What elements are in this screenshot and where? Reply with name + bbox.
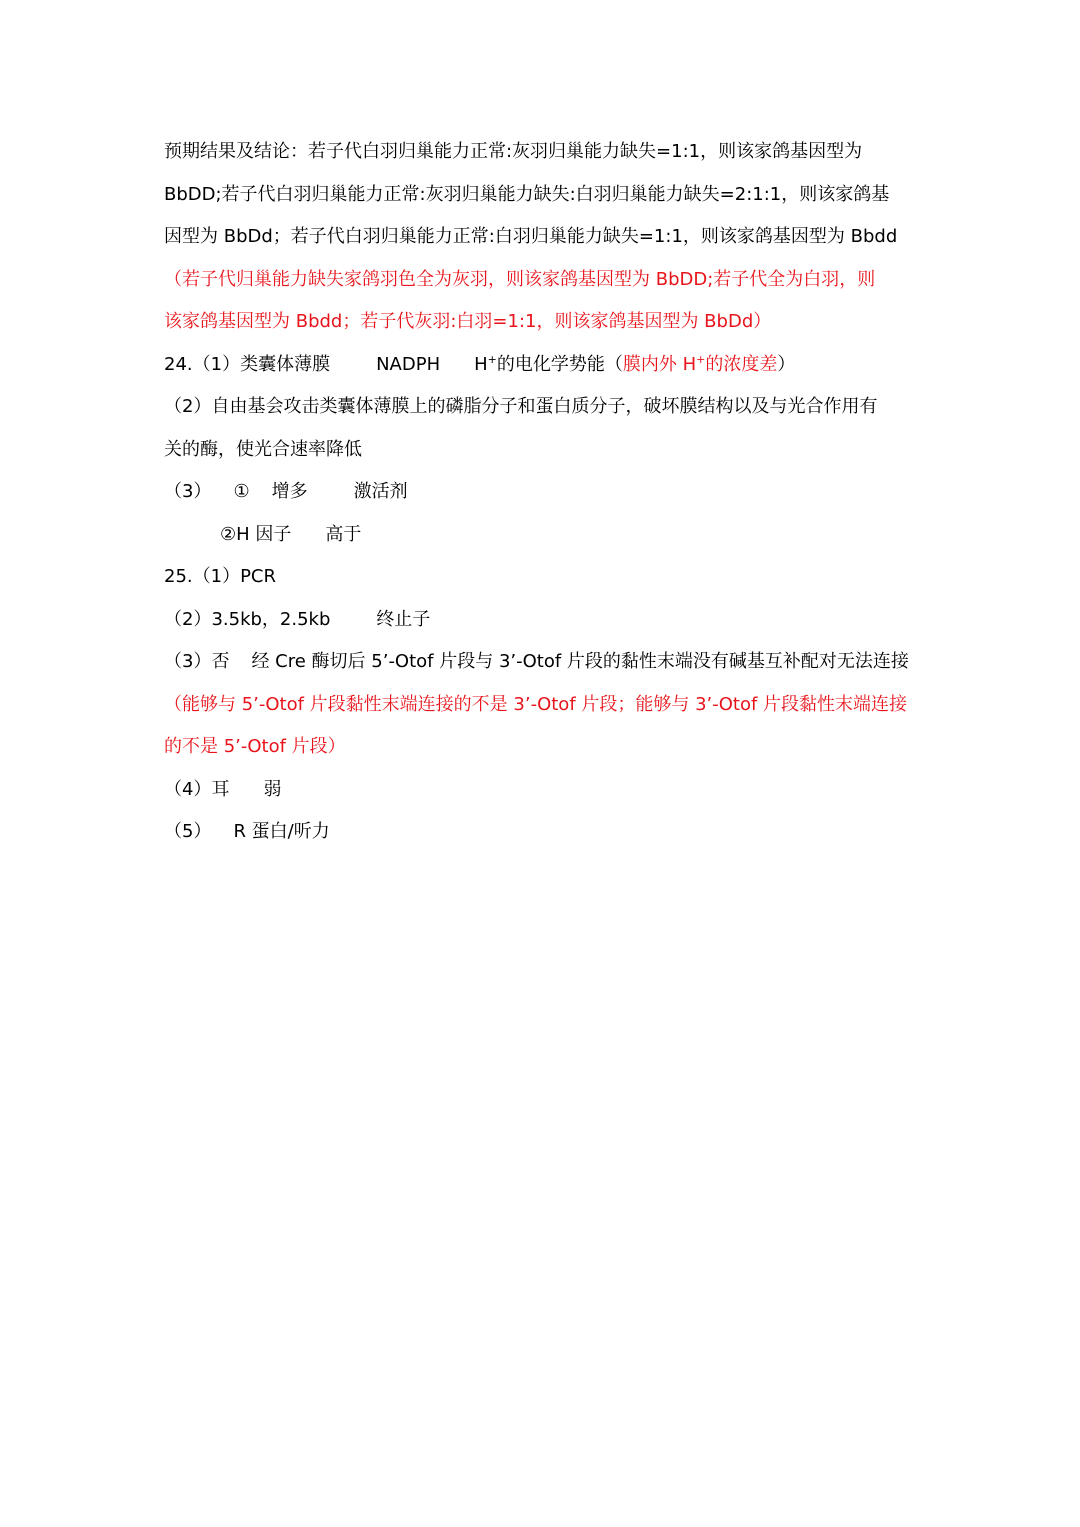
q24-part1-alt-close: ） [777, 353, 796, 375]
q25-part2-answer-b: 终止子 [376, 608, 431, 630]
q25-part5 [164, 811, 924, 854]
h-symbol: H [474, 353, 488, 375]
q25-part4-answer-a: （4）耳 [164, 778, 230, 800]
q24-part1-answer-a: 24.（1）类囊体薄膜 [164, 353, 331, 375]
alt-superscript: + [696, 352, 706, 366]
q24-part3-item2 [164, 514, 924, 557]
q25-part3-alt-line-1: （能够与 5’-Otof 片段黏性末端连接的不是 3’-Otof 片段；能够与 3’-Otof 片段黏性末端连接 [164, 693, 908, 715]
q24-part2-line-1: （2）自由基会攻击类囊体薄膜上的磷脂分子和蛋白质分子，破坏膜结构以及与光合作用有 [164, 396, 878, 417]
q24-part1-alt-answer [623, 354, 777, 375]
q25-part3-alt-line-2: 的不是 5’-Otof 片段） [164, 736, 346, 757]
conclusion-line-2: BbDD;若子代白羽归巢能力正常:灰羽归巢能力缺失:白羽归巢能力缺失=2:1:1，则该家鸽基 [164, 183, 890, 205]
q24-part2-line-2: 关的酶，使光合速率降低 [164, 438, 362, 460]
conclusion-alt-line-2: 该家鸽基因型为 Bbdd；若子代灰羽:白羽=1:1，则该家鸽基因型为 BbDd） [164, 311, 772, 332]
q25-part3-label: （3）否 [164, 651, 230, 672]
q24-part3-item1 [164, 471, 924, 514]
q25-part3 [164, 641, 924, 684]
q24-part3-circled-1: ① [233, 481, 250, 502]
conclusion-line-1: 预期结果及结论：若子代白羽归巢能力正常:灰羽归巢能力缺失=1:1，则该家鸽基因型为 [164, 141, 863, 162]
conclusion-line-3: 因型为 BbDd；若子代白羽归巢能力正常:白羽归巢能力缺失=1:1，则该家鸽基因型为 Bbdd [164, 226, 898, 247]
q25-part1: 25.（1）PCR [164, 566, 277, 587]
q25-part3-answer: 经 Cre 酶切后 5’-Otof 片段与 3’-Otof 片段的黏性末端没有碱基互补配对无法连接 [251, 651, 909, 672]
q25-part5-answer: R 蛋白/听力 [233, 821, 330, 842]
q24-part1-answer-c [474, 354, 605, 375]
q25-part4-answer-b: 弱 [263, 778, 282, 800]
h-superscript: + [487, 352, 497, 366]
q24-part1 [164, 344, 924, 387]
q24-part3-answer-c: ②H 因子 [220, 523, 292, 545]
q24-part3-answer-b: 激活剂 [353, 481, 408, 502]
answer-content [164, 131, 924, 854]
q24-part3-answer-a: 增多 [271, 481, 308, 502]
alt-text-b: 的浓度差 [705, 353, 778, 375]
q25-part2 [164, 599, 924, 642]
q25-part5-label: （5） [164, 821, 212, 842]
h-text: 的电化学势能 [496, 353, 605, 375]
conclusion-alt-line-1: （若子代归巢能力缺失家鸽羽色全为灰羽，则该家鸽基因型为 BbDD;若子代全为白羽，则 [164, 268, 876, 290]
q25-part2-answer-a: （2）3.5kb，2.5kb [164, 608, 331, 630]
q24-part3-answer-d: 高于 [325, 523, 362, 545]
q25-part4 [164, 769, 924, 812]
q24-part1-alt-open: （ [604, 353, 623, 375]
alt-text-a: 膜内外 H [622, 353, 697, 375]
q24-part3-label: （3） [164, 481, 212, 502]
q24-part1-answer-b: NADPH [376, 353, 441, 375]
